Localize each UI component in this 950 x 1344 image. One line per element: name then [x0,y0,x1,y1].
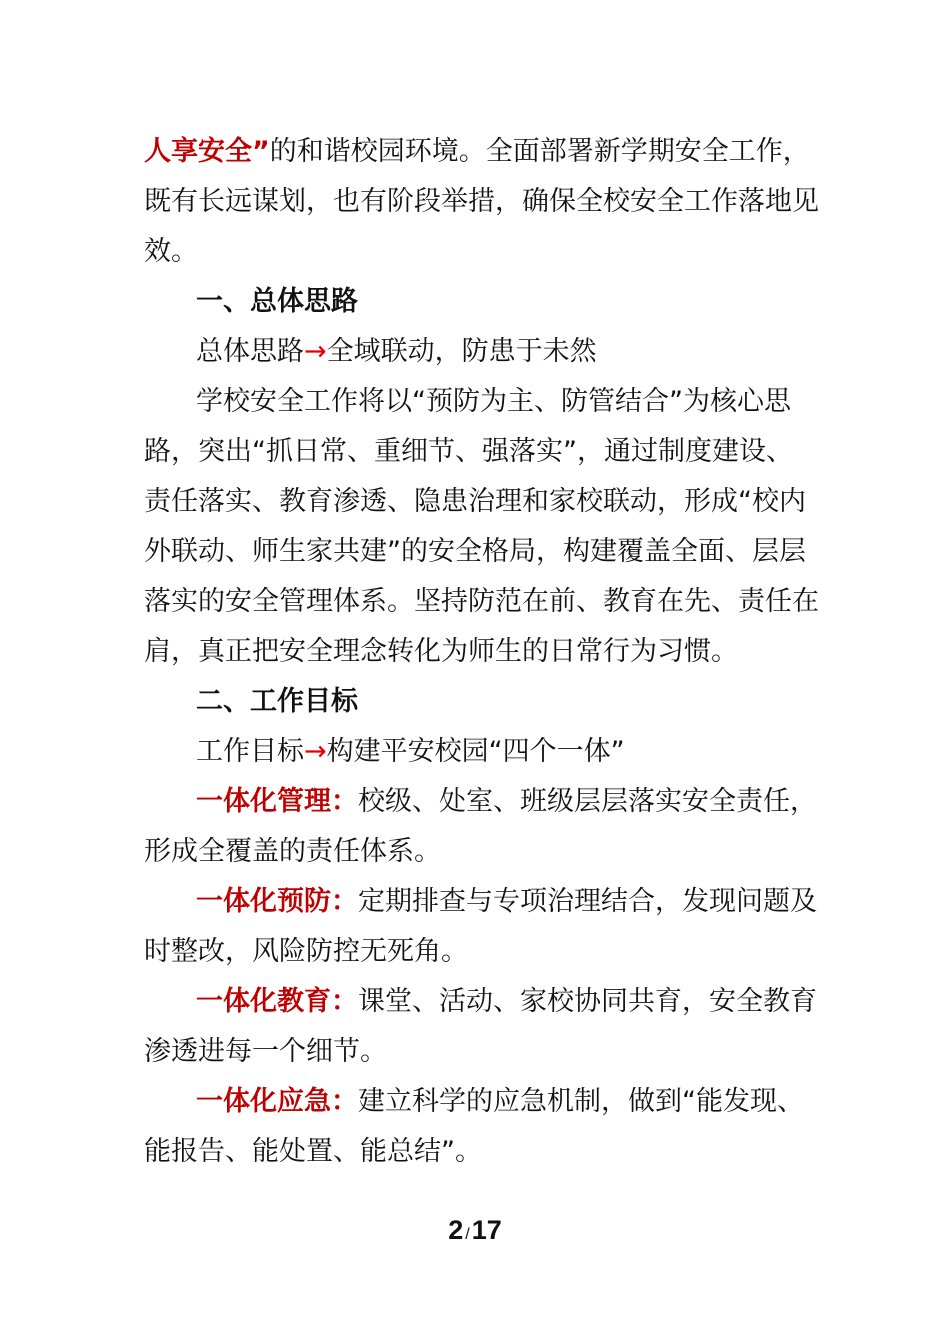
section1-paragraph-line: 责任落实、教育渗透、隐患治理和家校联动，形成“校内 [144,486,806,517]
page-total: 17 [471,1215,502,1245]
section2-sub-label: 工作目标 [196,736,304,767]
goal-text-continued: 渗透进每一个细节。 [144,1036,387,1067]
goal-item-emergency [196,1084,804,1120]
goal-label: 一体化预防： [196,886,358,917]
goal-item-management [196,784,817,820]
goal-text: 校级、处室、班级层层落实安全责任， [358,786,817,817]
goal-text: 定期排查与专项治理结合，发现问题及 [358,886,817,917]
goal-text: 建立科学的应急机制，做到“能发现、 [358,1086,804,1117]
intro-text: 的和谐校园环境。全面部署新学期安全工作， [269,136,810,167]
section1-sub-value: 全域联动，防患于未然 [326,336,597,367]
section2-sub-value: 构建平安校园“四个一体” [326,736,625,767]
section1-paragraph-line: 外联动、师生家共建”的安全格局，构建覆盖全面、层层 [144,536,806,567]
goal-item-education [196,984,817,1020]
goal-label: 一体化管理： [196,786,358,817]
page-separator: / [465,1226,470,1243]
arrow-icon: → [304,336,327,367]
goal-label: 一体化应急： [196,1086,358,1117]
page-number [0,1212,950,1253]
goal-text-continued: 时整改，风险防控无死角。 [144,936,468,967]
goal-text-continued: 形成全覆盖的责任体系。 [144,836,441,867]
section1-sub-label: 总体思路 [196,336,304,367]
intro-highlight: 人享安全” [144,136,270,167]
goal-text-continued: 能报告、能处置、能总结”。 [144,1136,482,1167]
goal-item-prevention [196,884,817,920]
intro-line-3: 效。 [144,236,198,267]
section1-subtitle [196,334,597,370]
goal-label: 一体化教育： [196,986,358,1017]
section1-paragraph-line: 肩，真正把安全理念转化为师生的日常行为习惯。 [144,636,738,667]
section1-paragraph-line: 学校安全工作将以“预防为主、防管结合”为核心思 [196,386,791,417]
section2-heading: 二、工作目标 [196,686,358,717]
intro-line-1 [144,134,810,170]
section1-paragraph-line: 路，突出“抓日常、重细节、强落实”，通过制度建设、 [144,436,793,467]
section1-paragraph-line: 落实的安全管理体系。坚持防范在前、教育在先、责任在 [144,586,819,617]
section2-subtitle [196,734,625,770]
goal-text: 课堂、活动、家校协同共育，安全教育 [358,986,817,1017]
section1-heading: 一、总体思路 [196,286,358,317]
intro-line-2: 既有长远谋划，也有阶段举措，确保全校安全工作落地见 [144,186,819,217]
arrow-icon: → [304,736,327,767]
page-current: 2 [448,1215,464,1245]
